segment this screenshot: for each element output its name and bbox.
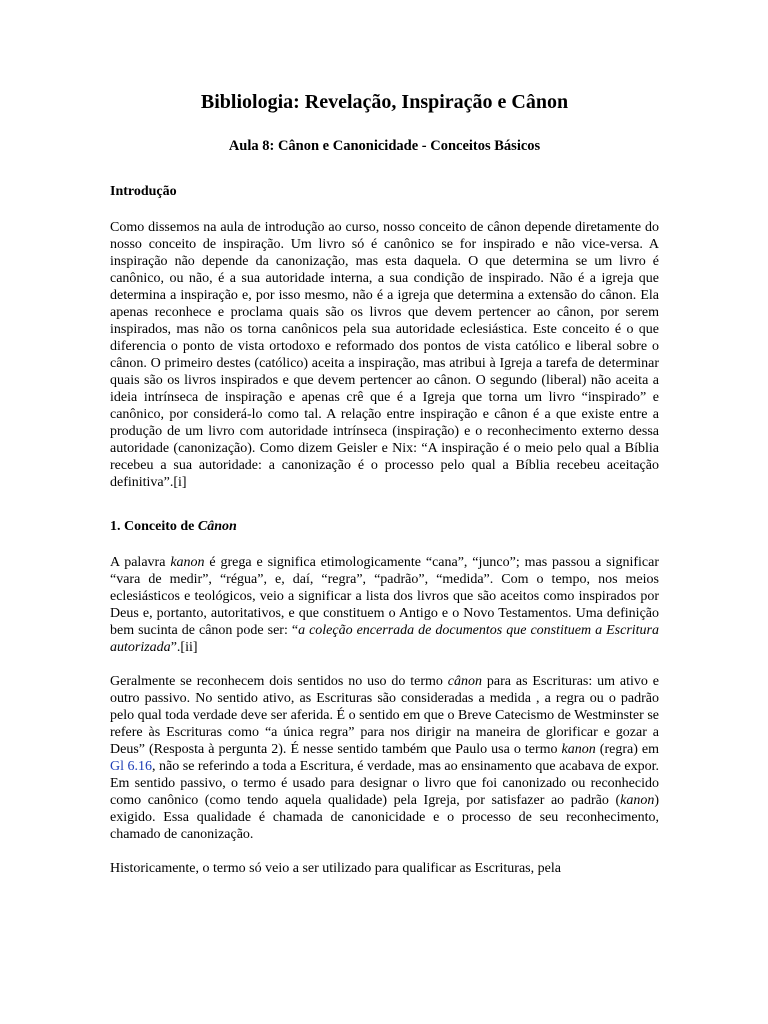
canon-definition-paragraph: [110, 554, 659, 656]
p1-text-1: A palavra: [110, 555, 171, 570]
p2-text-3: (regra) em: [595, 742, 660, 757]
p2-text-2: para as Escrituras: um ativo e outro passivo. No sentido ativo, as Escrituras são consideradas a medida , a regra ou o padrão pelo qual toda verdade deve ser aferida. É o sentido em que o Breve Catecismo de Westminster se refere às Escrituras como “a única regra” para nos dirigir na maneira de glorificar e gozar a Deus” (Resposta à pergunta 2). É nesse sentido também que Paulo usa o termo: [110, 674, 659, 757]
p2-italic-kanon: kanon: [561, 742, 596, 757]
p2-italic-canon: cânon: [447, 674, 483, 689]
section-1-heading-text: 1. Conceito de: [110, 519, 198, 534]
section-1-heading-italic: Cânon: [197, 519, 237, 534]
document-page: [110, 88, 659, 877]
p2-text-5: ) exigido. Essa qualidade é chamada de canonicidade e o processo de seu reconhecimento, chamado de canonização.: [110, 793, 659, 842]
galatians-reference-link[interactable]: Gl 6.16: [110, 759, 153, 774]
introduction-heading: Introdução: [110, 184, 177, 199]
p1-text-3: ”.[ii]: [170, 640, 198, 655]
p1-text-2: é grega e significa etimologicamente “cana”, “junco”; mas passou a significar “vara de medir”, “régua”, e, daí, “regra”, “padrão”, “medida”. Com o tempo, nos meios eclesiásticos e teológicos, veio a significar a lista dos livros que são aceitos como inspirados por Deus e, portanto, autoritativos, e que constituem o Antigo e o Novo Testamentos. Uma definição bem sucinta de cânon pode ser: “: [110, 555, 660, 638]
p1-italic-definition: a coleção encerrada de documentos que constituem a Escritura autorizada: [110, 623, 659, 655]
p1-italic-kanon: kanon: [170, 555, 205, 570]
p2-italic-kanon-2: kanon: [620, 793, 655, 808]
introduction-paragraph: Como dissemos na aula de introdução ao curso, nosso conceito de cânon depende diretamente do nosso conceito de inspiração. Um livro só é canônico se for inspirado e não vice-versa. A inspiração não depende da canonização, mas esta daquela. O que determina se um livro é canônico, ou não, é a sua autoridade interna, a sua condição de inspirado. Não é a igreja que determina a inspiração e, por isso mesmo, não é a igreja que determina a extensão do cânon. Ela apenas reconhece e proclama quais são os livros que devem pertencer ao cânon, por serem inspirados, mas não os torna canônicos pela sua autoridade eclesiástica. Este conceito é o que diferencia o ponto de vista ortodoxo e reformado dos pontos de vista católico e liberal sobre o cânon. O primeiro destes (católico) aceita a inspiração, mas atribui à Igreja a tarefa de determinar quais são os livros inspirados e que devem pertencer ao cânon. O segundo (liberal) não aceita a ideia intrínseca de inspiração e apenas crê que é a Igreja que torna um livro “inspirado” e canônico, por considerá-lo como tal. A relação entre inspiração e cânon é a que existe entre a produção de um livro com autoridade intrínseca (inspiração) e o reconhecimento externo dessa autoridade (canonização). Como dizem Geisler e Nix: “A inspiração é o meio pelo qual a Bíblia recebeu a sua autoridade: a canonização é o processo pelo qual a Bíblia recebeu aceitação definitiva”.[i]: [110, 220, 659, 490]
p2-text-1: Geralmente se reconhecem dois sentidos no uso do termo: [110, 674, 448, 689]
history-paragraph: Historicamente, o termo só veio a ser utilizado para qualificar as Escrituras, pela: [110, 861, 561, 876]
p2-text-4: , não se referindo a toda a Escritura, é verdade, mas ao ensinamento que acabava de expor. Em sentido passivo, o termo é usado para designar o livro que foi canonizado ou reconhecido como canônico (como tendo aquela qualidade) pela Igreja, por satisfazer ao padrão (: [110, 759, 660, 808]
document-title: Bibliologia: Revelação, Inspiração e Cânon: [200, 91, 569, 113]
lesson-subtitle: Aula 8: Cânon e Canonicidade - Conceitos Básicos: [228, 138, 541, 154]
section-1-heading: [110, 518, 659, 536]
canon-senses-paragraph: [110, 673, 659, 843]
